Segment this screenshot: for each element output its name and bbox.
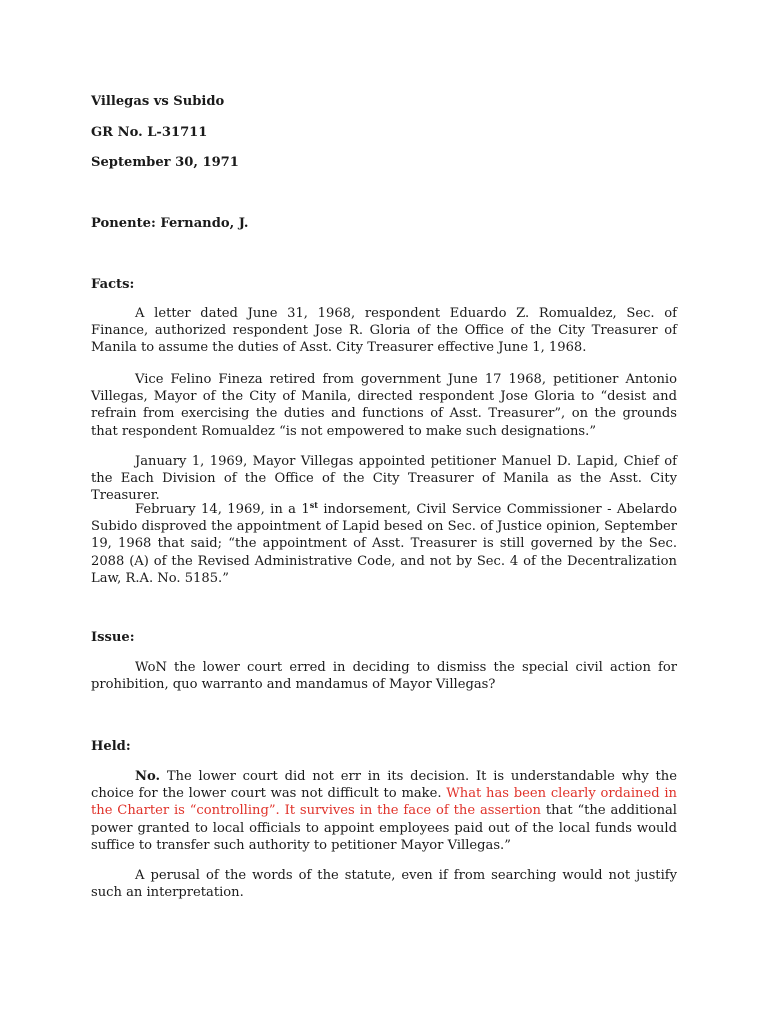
held-p1-text-b: that “the additional power granted to local officials to appoint employees paid out of the local funds would suffice to transfer such authority to petitioner Mayor Villegas.” — [91, 803, 677, 853]
case-title: Villegas vs Subido — [91, 94, 225, 109]
issue-heading: Issue: — [91, 630, 135, 645]
held-paragraph-1 — [91, 768, 677, 854]
highlighted-text: What has been clearly ordained in the Charter is “controlling”. It survives in the face of the assertion — [91, 786, 677, 819]
decision-date: September 30, 1971 — [91, 155, 239, 170]
facts-p4-text-a: February 14, 1969, in a 1 — [135, 502, 310, 517]
facts-paragraph-3: January 1, 1969, Mayor Villegas appointed petitioner Manuel D. Lapid, Chief of the Each Division of the Office of the City Treasurer of Manila as the Asst. City Treasurer. — [91, 454, 677, 504]
issue-paragraph-1: WoN the lower court erred in deciding to dismiss the special civil action for prohibition, quo warranto and mandamus of Mayor Villegas? — [91, 660, 677, 693]
ordinal-suffix: st — [309, 500, 318, 510]
facts-paragraph-2: Vice Felino Fineza retired from government June 17 1968, petitioner Antonio Villegas, Mayor of the City of Manila, directed respondent Jose Gloria to “desist and refrain from exercising the duties and functions of Asst. Treasurer”, on the grounds that respondent Romualdez “is not empowered to make such designations.” — [91, 372, 677, 439]
held-paragraph-2: A perusal of the words of the statute, even if from searching would not justify such an interpretation. — [91, 868, 677, 901]
facts-paragraph-4 — [91, 501, 677, 587]
held-p1-text-a: The lower court did not err in its decision. It is understandable why the choice for the lower court was not difficult to make. — [91, 769, 677, 802]
facts-p4-text-b: indorsement, Civil Service Commissioner - Abelardo Subido disproved the appointment of Lapid besed on Sec. of Justice opinion, September 19, 1968 that said; “the appointment of Asst. Treasurer is still governed by the Sec. 2088 (A) of the Revised Administrative Code, and not by Sec. 4 of the Decentralization Law, R.A. No. 5185.” — [91, 502, 678, 586]
held-answer: No. — [135, 769, 161, 784]
ponente: Ponente: Fernando, J. — [91, 216, 249, 231]
facts-heading: Facts: — [91, 277, 135, 292]
facts-paragraph-1: A letter dated June 31, 1968, respondent Eduardo Z. Romualdez, Sec. of Finance, authorized respondent Jose R. Gloria of the Office of the City Treasurer of Manila to assume the duties of Asst. City Treasurer effective June 1, 1968. — [91, 306, 677, 356]
gr-number: GR No. L-31711 — [91, 125, 208, 140]
held-heading: Held: — [91, 739, 131, 754]
